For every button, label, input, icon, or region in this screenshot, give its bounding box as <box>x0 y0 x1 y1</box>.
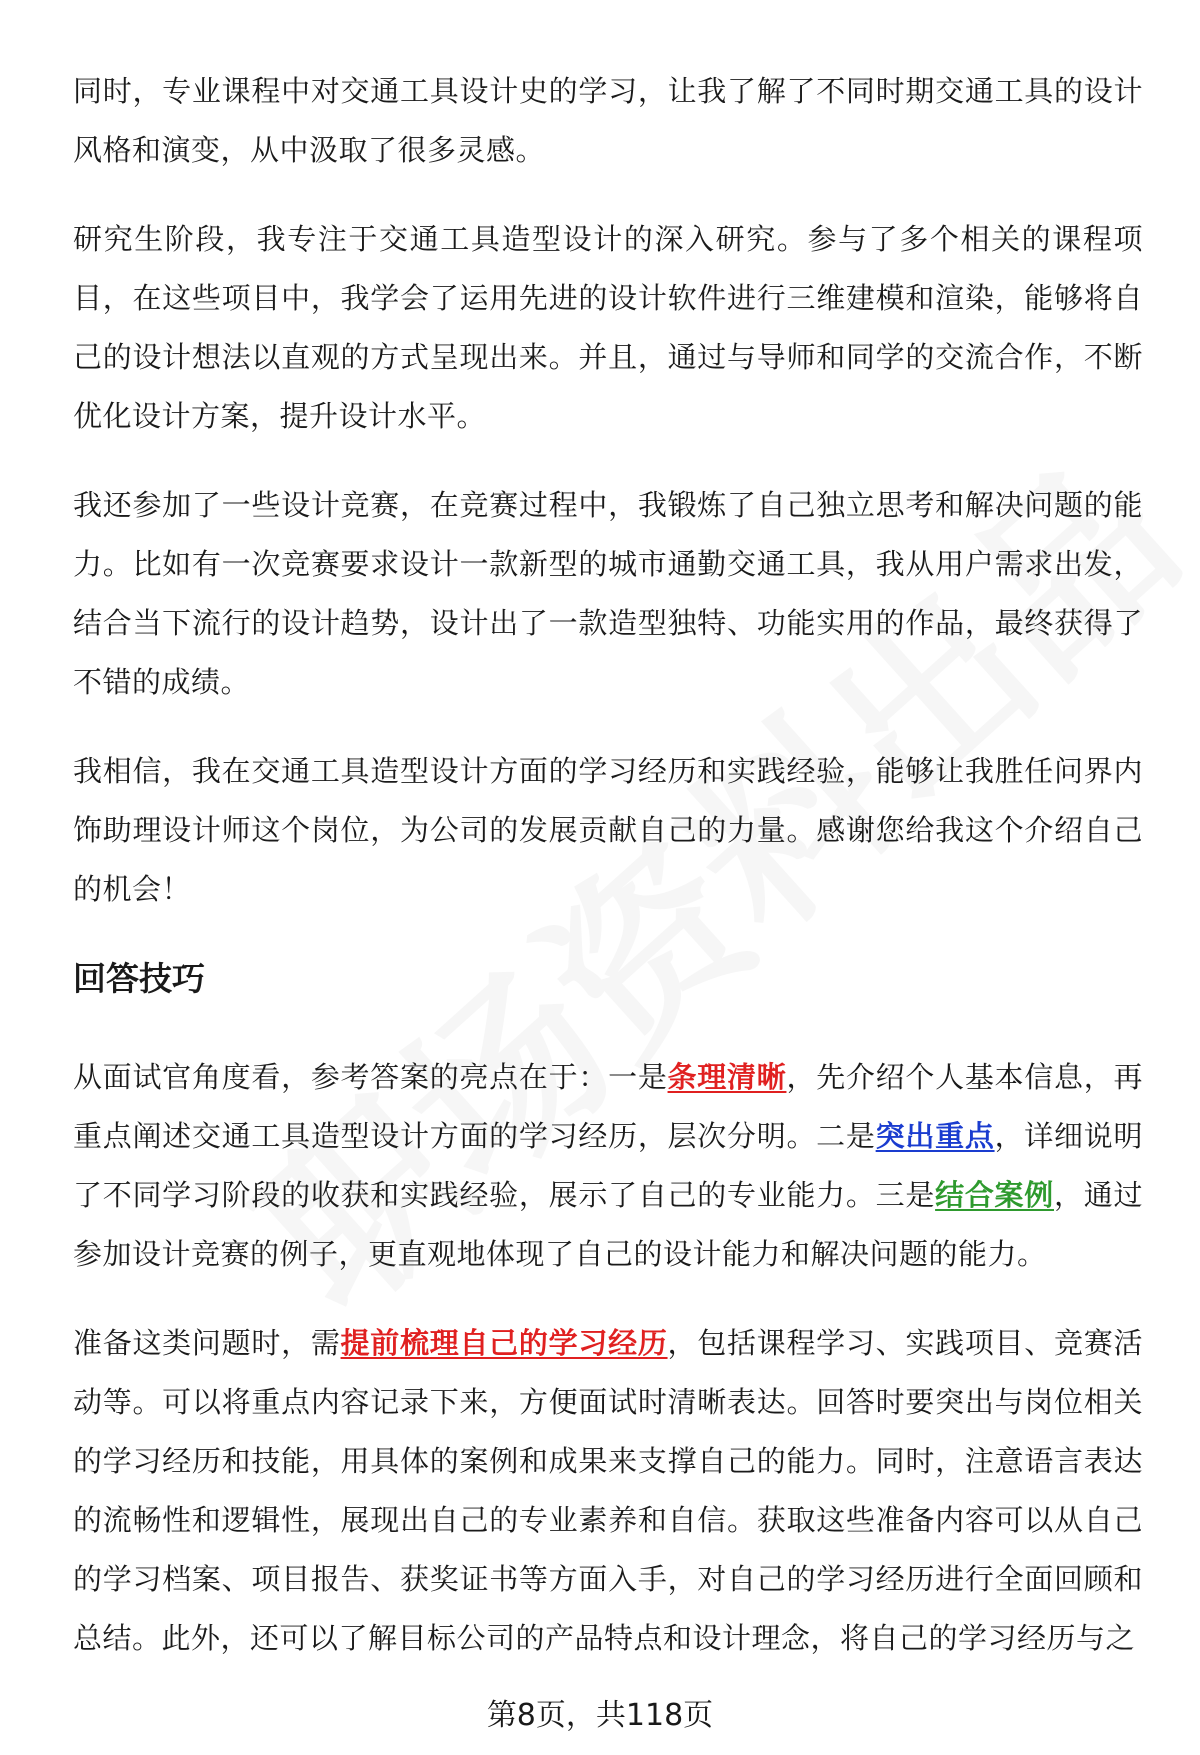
text-span: ，详细说明了不同学习阶段的收获和实践经验，展示了自己的专业能力。三是 <box>73 1119 1143 1212</box>
highlight-case-examples: 结合案例 <box>935 1178 1055 1212</box>
tips-paragraph-2 <box>73 1314 1143 1668</box>
document-page <box>73 62 1143 1698</box>
text-span: ，包括课程学习、实践项目、竞赛活动等。可以将重点内容记录下来，方便面试时清晰表达。回答时要突出与岗位相关的学习经历和技能，用具体的案例和成果来支撑自己的能力。同时，注意语言表达的流畅性和逻辑性，展现出自己的专业素养和自信。获取这些准备内容可以从自己的学习档案、项目报告、获奖证书等方面入手，对自己的学习经历进行全面回顾和总结。此外，还可以了解目标公司的产品特点和设计理念，将自己的学习经历与之 <box>73 1326 1143 1655</box>
tips-paragraph-1 <box>73 1048 1143 1284</box>
text-span: 准备这类问题时，需 <box>73 1326 341 1360</box>
paragraph-course-history: 同时，专业课程中对交通工具设计史的学习，让我了解了不同时期交通工具的设计风格和演变，从中汲取了很多灵感。 <box>73 74 1143 167</box>
text-span: ，先介绍个人基本信息，再重点阐述交通工具造型设计方面的学习经历，层次分明。二是 <box>73 1060 1143 1153</box>
highlight-clear-structure: 条理清晰 <box>667 1060 787 1094</box>
highlight-review-experience: 提前梳理自己的学习经历 <box>340 1326 668 1360</box>
page-footer: 第8页，共118页 <box>486 1698 714 1733</box>
section-heading: 回答技巧 <box>73 959 205 998</box>
paragraph-graduate-stage: 研究生阶段，我专注于交通工具造型设计的深入研究。参与了多个相关的课程项目，在这些项目中，我学会了运用先进的设计软件进行三维建模和渲染，能够将自己的设计想法以直观的方式呈现出来。并且，通过与导师和同学的交流合作，不断优化设计方案，提升设计水平。 <box>73 222 1143 433</box>
text-span: 从面试官角度看，参考答案的亮点在于：一是 <box>73 1060 668 1094</box>
text-span: ，通过参加设计竞赛的例子，更直观地体现了自己的设计能力和解决问题的能力。 <box>73 1178 1143 1271</box>
highlight-key-points: 突出重点 <box>875 1119 995 1153</box>
paragraph-competition: 我还参加了一些设计竞赛，在竞赛过程中，我锻炼了自己独立思考和解决问题的能力。比如有一次竞赛要求设计一款新型的城市通勤交通工具，我从用户需求出发，结合当下流行的设计趋势，设计出了一款造型独特、功能实用的作品，最终获得了不错的成绩。 <box>73 488 1143 699</box>
paragraph-conclusion: 我相信，我在交通工具造型设计方面的学习经历和实践经验，能够让我胜任问界内饰助理设计师这个岗位，为公司的发展贡献自己的力量。感谢您给我这个介绍自己的机会！ <box>73 754 1143 906</box>
